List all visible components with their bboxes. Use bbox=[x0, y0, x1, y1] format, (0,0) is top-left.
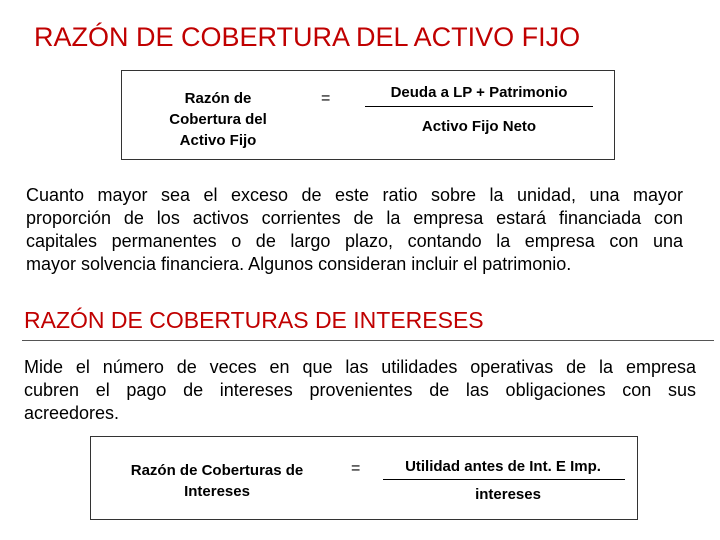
paragraph-line: acreedores. bbox=[24, 403, 120, 423]
description-intereses bbox=[24, 356, 696, 425]
section-title-activo-fijo: RAZÓN DE COBERTURA DEL ACTIVO FIJO bbox=[34, 22, 581, 52]
formula-label-line: Cobertura del bbox=[169, 111, 267, 128]
paragraph-line: proporción de los activos corrientes de la empresa estará financiada con bbox=[26, 208, 683, 228]
paragraph-line: mayor solvencia financiera. Algunos consideran incluir el patrimonio. bbox=[26, 254, 572, 274]
formula-numerator: Deuda a LP + Patrimonio bbox=[390, 84, 568, 101]
formula-label-intereses bbox=[104, 460, 330, 502]
paragraph-line: capitales permanentes o de largo plazo, contando la empresa con una bbox=[26, 231, 683, 251]
formula-denominator: intereses bbox=[475, 486, 541, 503]
title-underline bbox=[22, 340, 714, 341]
fraction-line bbox=[365, 106, 593, 107]
fraction-line bbox=[383, 479, 625, 480]
formula-label-line: Razón de Coberturas de bbox=[130, 462, 304, 479]
paragraph-line: Cuanto mayor sea el exceso de este ratio sobre la unidad, una mayor bbox=[26, 185, 683, 205]
paragraph-line: Mide el número de veces en que las utilidades operativas de la empresa bbox=[24, 357, 696, 377]
formula-label-line: Activo Fijo bbox=[179, 132, 257, 149]
section-title-intereses: RAZÓN DE COBERTURAS DE INTERESES bbox=[24, 307, 484, 333]
formula-denominator: Activo Fijo Neto bbox=[421, 118, 537, 135]
paragraph-line: cubren el pago de intereses provenientes de las obligaciones con sus bbox=[24, 380, 696, 400]
formula-label-line: Razón de bbox=[184, 90, 252, 107]
description-activo-fijo bbox=[26, 184, 683, 276]
formula-numerator: Utilidad antes de Int. E Imp. bbox=[405, 458, 601, 475]
formula-label-line: Intereses bbox=[184, 483, 250, 500]
equals-sign: = bbox=[321, 90, 331, 107]
equals-sign: = bbox=[351, 460, 361, 477]
formula-label-activo-fijo bbox=[140, 88, 296, 151]
